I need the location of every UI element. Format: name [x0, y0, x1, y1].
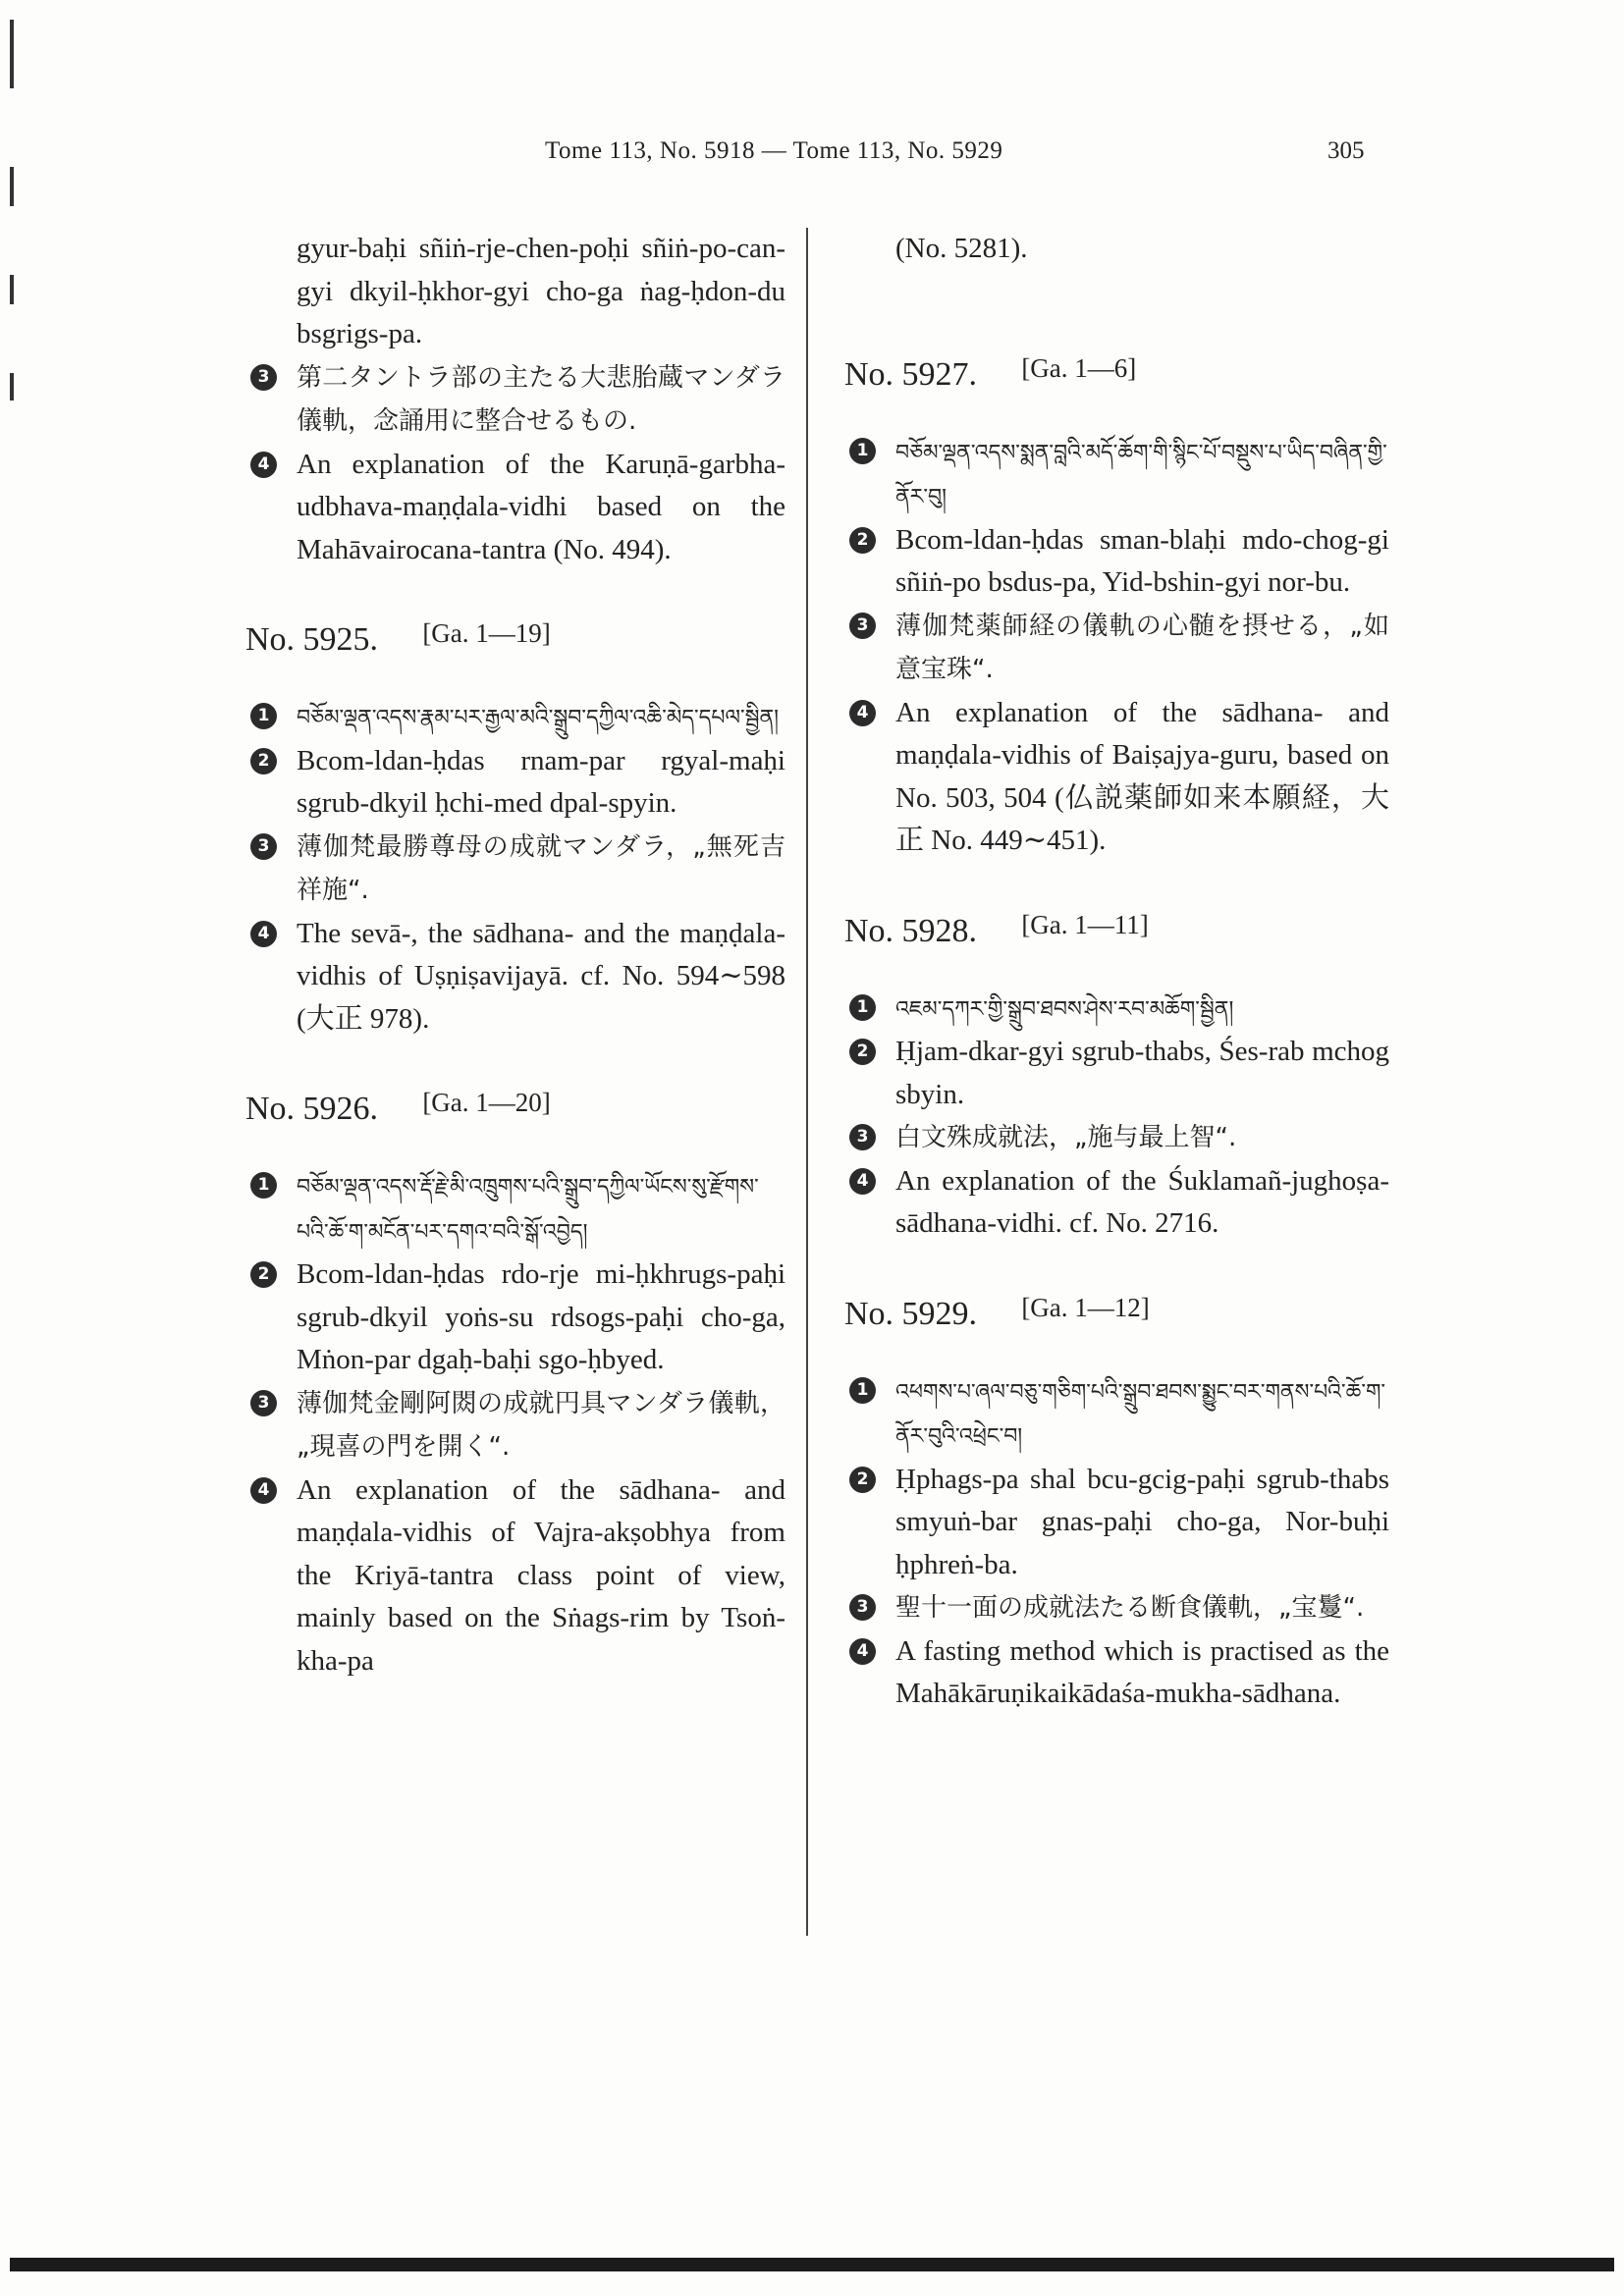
- entry-5929-tibetan: 1 འཕགས་པ་ཞལ་བཅུ་གཅིག་པའི་སྒྲུབ་ཐབས་སྨྱུང་བར་གནས་པའི་ཆོ་ག་ནོར་བུའི་འཕྲེང་བ།: [844, 1369, 1389, 1459]
- entry-5929-heading: [844, 1287, 1389, 1336]
- entry-reference: [Ga. 1—20]: [422, 1088, 551, 1117]
- column-divider: [806, 228, 808, 1936]
- entry-5925-tibetan: 1 བཅོམ་ལྡན་འདས་རྣམ་པར་རྒྱལ་མའི་སྒྲུབ་དཀྱིལ་འཆི་མེད་དཔལ་སྦྱིན།: [245, 695, 785, 740]
- entry-5926-tibetan: 1 བཅོམ་ལྡན་འདས་རྡོ་རྗེ་མི་འཁྲུགས་པའི་སྒྲུབ་དཀྱིལ་ཡོངས་སུ་རྫོགས་པའི་ཆོ་ག་མངོན་པར་དགའ་བའི་སྒོ་འབྱེད།: [245, 1164, 785, 1254]
- marker-3: 3: [250, 833, 277, 860]
- marker-4: 4: [849, 1638, 876, 1665]
- right-column: [844, 228, 1389, 1716]
- entry-5927-romanized: 2 Bcom-ldan-ḥdas sman-blaḥi mdo-chog-gi sñiṅ-po bsdus-pa, Yid-bshin-gyi nor-bu.: [844, 519, 1389, 605]
- entry-5927-english: 4 An explanation of the sādhana- and maṇḍala-vidhis of Baiṣajya-guru, based on No. 503, 504 (仏説薬師如来本願経，大正 No. 449∼451).: [844, 692, 1389, 863]
- page-number: 305: [1327, 137, 1365, 164]
- entry-5925-japanese: 3 薄伽梵最勝尊母の成就マンダラ，„無死吉祥施“.: [245, 826, 785, 913]
- marker-1: 1: [250, 1172, 277, 1199]
- entry-5928-romanized: 2 Ḥjam-dkar-gyi sgrub-thabs, Śes-rab mchog sbyin.: [844, 1031, 1389, 1116]
- marker-1: 1: [849, 994, 876, 1021]
- entry-5925-heading: [245, 613, 785, 662]
- marker-3: 3: [849, 613, 876, 639]
- entry-5929-japanese: 3 聖十一面の成就法たる断食儀軌，„宝鬘“.: [844, 1586, 1389, 1630]
- marker-3: 3: [250, 364, 277, 391]
- marker-1: 1: [849, 438, 876, 464]
- marker-3: 3: [849, 1124, 876, 1150]
- continued-english-note: 4 An explanation of the Karuṇā-garbha-udbhava-maṇḍala-vidhi based on the Mahāvairocana-tantra (No. 494).: [245, 444, 785, 572]
- marker-2: 2: [250, 1261, 277, 1288]
- marker-4: 4: [849, 1168, 876, 1195]
- entry-5928-english: 4 An explanation of the Śuklamañ-jughoṣa-sādhana-vidhi. cf. No. 2716.: [844, 1160, 1389, 1246]
- marker-4: 4: [849, 700, 876, 726]
- entry-5927-japanese: 3 薄伽梵薬師経の儀軌の心髄を摂せる，„如意宝珠“.: [844, 605, 1389, 692]
- entry-5926-romanized: 2 Bcom-ldan-ḥdas rdo-rje mi-ḥkhrugs-paḥi sgrub-dkyil yoṅs-su rdsogs-paḥi cho-ga, Mṅon-par dgaḥ-baḥi sgo-ḥbyed.: [245, 1254, 785, 1382]
- entry-5927-tibetan: 1 བཅོམ་ལྡན་འདས་སྨན་བླའི་མདོ་ཆོག་གི་སྙིང་པོ་བསྡུས་པ་ཡིད་བཞིན་གྱི་ནོར་བུ།: [844, 430, 1389, 519]
- marker-2: 2: [849, 527, 876, 554]
- entry-5926-english: 4 An explanation of the sādhana- and maṇḍala-vidhis of Vajra-akṣobhya from the Kriyā-tantra class point of view, mainly based on the Sṅags-rim by Tsoṅ-kha-pa: [245, 1469, 785, 1683]
- continued-reference: (No. 5281).: [895, 233, 1028, 264]
- entry-number: No. 5927.: [844, 355, 978, 393]
- marker-4: 4: [250, 921, 277, 947]
- entry-5928-japanese: 3 白文殊成就法，„施与最上智“.: [844, 1116, 1389, 1160]
- entry-5928-heading: [844, 904, 1389, 953]
- entry-reference: [Ga. 1—6]: [1021, 352, 1137, 383]
- entry-5925-english: 4 The sevā-, the sādhana- and the maṇḍala-vidhis of Uṣṇiṣavijayā. cf. No. 594∼598 (大正 978).: [245, 913, 785, 1041]
- entry-number: No. 5929.: [844, 1295, 978, 1332]
- marker-1: 1: [250, 703, 277, 729]
- entry-5926-heading: [245, 1082, 785, 1131]
- marker-4: 4: [250, 452, 277, 478]
- entry-reference: [Ga. 1—11]: [1021, 909, 1149, 939]
- running-title: Tome 113, No. 5918 — Tome 113, No. 5929: [545, 137, 1003, 164]
- entry-5925-romanized: 2 Bcom-ldan-ḥdas rnam-par rgyal-maḥi sgrub-dkyil ḥchi-med dpal-spyin.: [245, 740, 785, 826]
- marker-2: 2: [250, 748, 277, 774]
- left-column: [245, 228, 785, 1682]
- scan-margin-mark: [10, 275, 14, 304]
- entry-5928-tibetan: 1 འཇམ་དཀར་གྱི་སྒྲུབ་ཐབས་ཤེས་རབ་མཆོག་སྦྱིན།: [844, 987, 1389, 1032]
- entry-number: No. 5925.: [245, 621, 379, 658]
- entry-5929-romanized: 2 Ḥphags-pa shal bcu-gcig-paḥi sgrub-thabs smyuṅ-bar gnas-paḥi cho-ga, Nor-buḥi ḥphreṅ-ba.: [844, 1459, 1389, 1587]
- entry-5926-japanese: 3 薄伽梵金剛阿閦の成就円具マンダラ儀軌，„現喜の門を開く“.: [245, 1382, 785, 1469]
- entry-5927-heading: [844, 347, 1389, 397]
- entry-reference: [Ga. 1—19]: [422, 618, 551, 648]
- scan-margin-mark: [10, 373, 14, 400]
- continued-romanized-title: gyur-baḥi sñiṅ-rje-chen-poḥi sñiṅ-po-can-gyi dkyil-ḥkhor-gyi cho-ga ṅag-ḥdon-du bsgrigs-pa.: [297, 233, 785, 349]
- marker-3: 3: [250, 1390, 277, 1416]
- entry-number: No. 5926.: [245, 1091, 379, 1127]
- entry-reference: [Ga. 1—12]: [1021, 1292, 1150, 1322]
- scan-margin-mark: [10, 167, 14, 206]
- scan-margin-mark: [10, 20, 14, 88]
- marker-2: 2: [849, 1039, 876, 1065]
- marker-1: 1: [849, 1377, 876, 1404]
- marker-4: 4: [250, 1477, 277, 1504]
- entry-number: No. 5928.: [844, 912, 978, 949]
- marker-2: 2: [849, 1467, 876, 1493]
- entry-5929-english: 4 A fasting method which is practised as the Mahākāruṇikaikādaśa-mukha-sādhana.: [844, 1630, 1389, 1716]
- continued-japanese-title: 3 第二タントラ部の主たる大悲胎蔵マンダラ儀軌，念誦用に整合せるもの.: [245, 356, 785, 444]
- marker-3: 3: [849, 1594, 876, 1621]
- bottom-scan-edge: [10, 2258, 1614, 2271]
